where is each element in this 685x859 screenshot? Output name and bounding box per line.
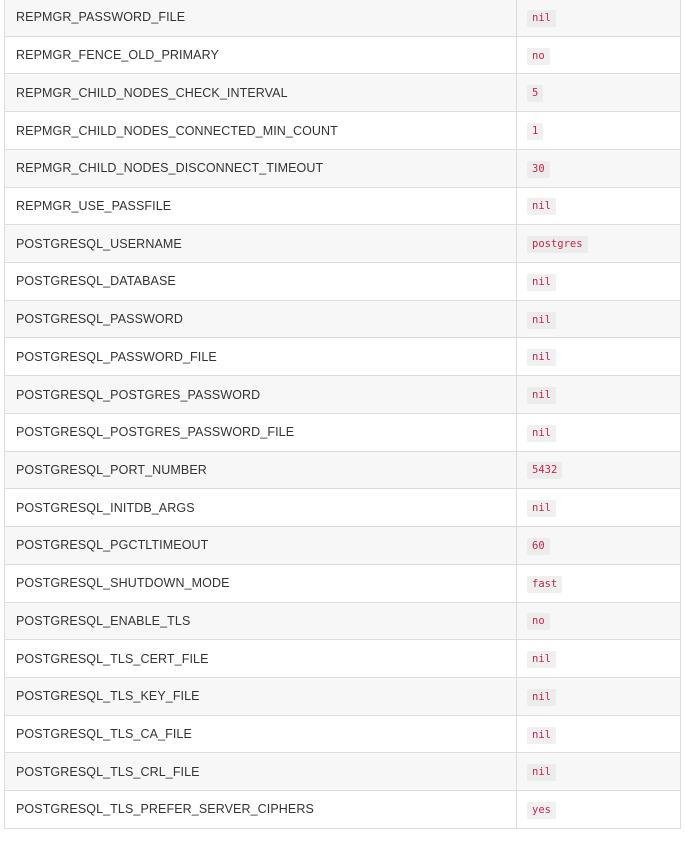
table-row (5, 74, 681, 112)
env-var-default-value: nil (527, 651, 556, 668)
env-var-default-value: nil (527, 349, 556, 366)
env-var-name: POSTGRESQL_TLS_CA_FILE (5, 715, 517, 753)
table-row (5, 36, 681, 74)
env-var-name: REPMGR_CHILD_NODES_CONNECTED_MIN_COUNT (5, 112, 517, 150)
env-var-name: POSTGRESQL_USERNAME (5, 225, 517, 263)
env-var-default-value: nil (527, 387, 556, 404)
env-var-table (4, 0, 681, 829)
env-var-default-cell (517, 489, 681, 527)
table-row (5, 451, 681, 489)
table-row (5, 791, 681, 829)
env-var-name: POSTGRESQL_SHUTDOWN_MODE (5, 564, 517, 602)
env-var-default-cell (517, 640, 681, 678)
env-var-default-value: 5432 (527, 462, 562, 479)
table-row (5, 376, 681, 414)
env-var-default-cell (517, 74, 681, 112)
table-row (5, 413, 681, 451)
env-var-default-cell (517, 564, 681, 602)
env-var-default-value: 1 (527, 123, 543, 140)
env-var-default-value: no (527, 48, 550, 65)
table-row (5, 0, 681, 36)
env-var-default-cell (517, 300, 681, 338)
env-var-default-cell (517, 0, 681, 36)
env-var-table-wrapper (4, 0, 681, 829)
env-var-default-value: nil (527, 764, 556, 781)
table-row (5, 753, 681, 791)
table-row (5, 338, 681, 376)
env-var-name: POSTGRESQL_ENABLE_TLS (5, 602, 517, 640)
table-row (5, 715, 681, 753)
env-var-name: POSTGRESQL_PGCTLTIMEOUT (5, 527, 517, 565)
env-var-default-cell (517, 225, 681, 263)
env-var-name: POSTGRESQL_PASSWORD_FILE (5, 338, 517, 376)
env-var-default-value: nil (527, 10, 556, 27)
env-var-default-value: yes (527, 802, 556, 819)
env-var-name: REPMGR_USE_PASSFILE (5, 187, 517, 225)
table-row (5, 187, 681, 225)
env-var-default-value: no (527, 613, 550, 630)
table-row (5, 263, 681, 301)
env-var-default-cell (517, 413, 681, 451)
env-var-default-cell (517, 753, 681, 791)
table-row (5, 149, 681, 187)
env-var-name: POSTGRESQL_INITDB_ARGS (5, 489, 517, 527)
env-var-default-value: postgres (527, 236, 588, 253)
env-var-default-value: fast (527, 576, 562, 593)
env-var-name: REPMGR_CHILD_NODES_CHECK_INTERVAL (5, 74, 517, 112)
env-var-default-cell (517, 338, 681, 376)
table-row (5, 225, 681, 263)
env-var-default-value: nil (527, 727, 556, 744)
env-var-name: REPMGR_PASSWORD_FILE (5, 0, 517, 36)
env-var-name: POSTGRESQL_TLS_CRL_FILE (5, 753, 517, 791)
env-var-default-cell (517, 149, 681, 187)
env-var-name: REPMGR_FENCE_OLD_PRIMARY (5, 36, 517, 74)
env-var-default-cell (517, 187, 681, 225)
env-var-default-value: nil (527, 689, 556, 706)
env-var-name: REPMGR_CHILD_NODES_DISCONNECT_TIMEOUT (5, 149, 517, 187)
env-var-name: POSTGRESQL_TLS_PREFER_SERVER_CIPHERS (5, 791, 517, 829)
env-var-default-value: 5 (527, 85, 543, 102)
env-var-default-value: nil (527, 312, 556, 329)
env-var-default-cell (517, 451, 681, 489)
env-var-default-cell (517, 376, 681, 414)
env-var-name: POSTGRESQL_TLS_CERT_FILE (5, 640, 517, 678)
env-var-default-cell (517, 112, 681, 150)
env-var-table-body (5, 0, 681, 828)
table-row (5, 112, 681, 150)
env-var-name: POSTGRESQL_POSTGRES_PASSWORD_FILE (5, 413, 517, 451)
table-row (5, 300, 681, 338)
env-var-default-value: nil (527, 274, 556, 291)
table-row (5, 489, 681, 527)
env-var-default-value: nil (527, 425, 556, 442)
env-var-default-cell (517, 791, 681, 829)
env-var-name: POSTGRESQL_DATABASE (5, 263, 517, 301)
env-var-default-value: 30 (527, 161, 550, 178)
table-row (5, 640, 681, 678)
env-var-name: POSTGRESQL_TLS_KEY_FILE (5, 677, 517, 715)
env-var-name: POSTGRESQL_PASSWORD (5, 300, 517, 338)
env-var-name: POSTGRESQL_POSTGRES_PASSWORD (5, 376, 517, 414)
env-var-default-cell (517, 36, 681, 74)
env-var-default-cell (517, 602, 681, 640)
env-var-default-cell (517, 715, 681, 753)
env-var-default-cell (517, 263, 681, 301)
table-row (5, 564, 681, 602)
table-row (5, 677, 681, 715)
table-row (5, 527, 681, 565)
env-var-name: POSTGRESQL_PORT_NUMBER (5, 451, 517, 489)
env-var-default-value: nil (527, 198, 556, 215)
env-var-default-cell (517, 527, 681, 565)
env-var-default-cell (517, 677, 681, 715)
table-row (5, 602, 681, 640)
env-var-default-value: 60 (527, 538, 550, 555)
env-var-default-value: nil (527, 500, 556, 517)
